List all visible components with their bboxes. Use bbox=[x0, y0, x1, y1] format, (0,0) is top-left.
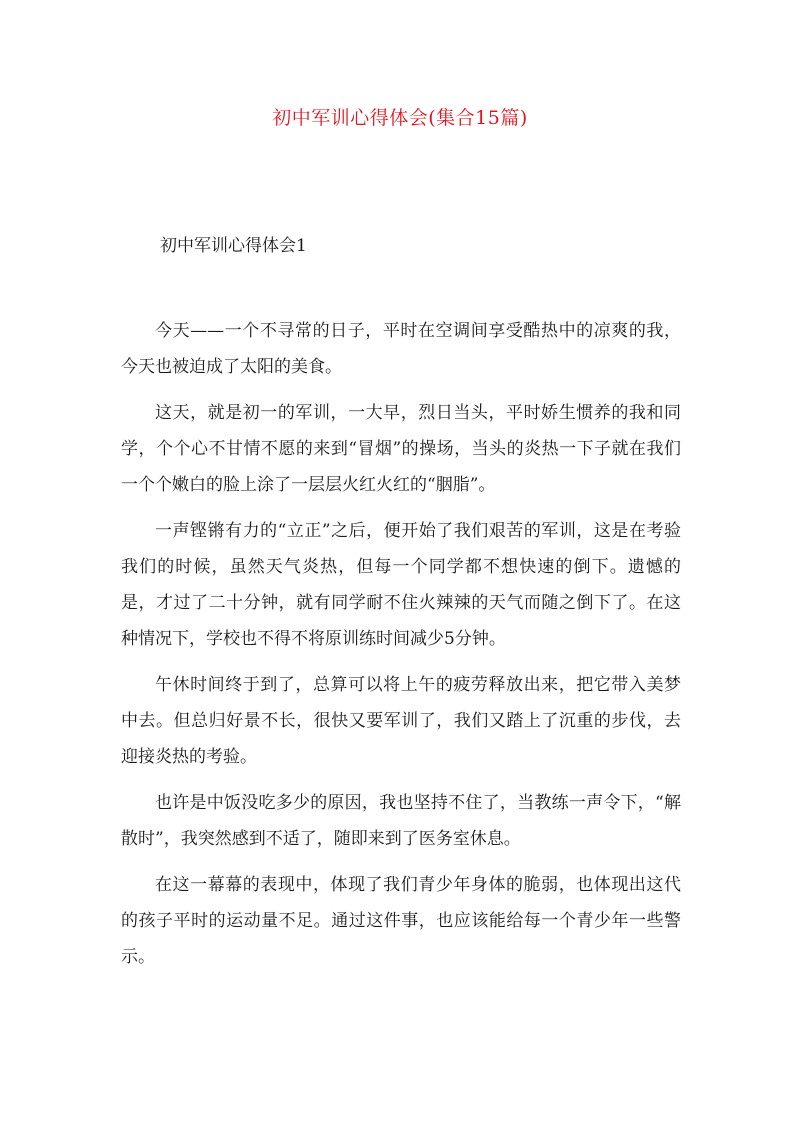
body-text bbox=[121, 313, 681, 985]
document-title: 初中军训心得体会(集合15篇) bbox=[272, 107, 528, 129]
paragraph: 一声铿锵有力的“立正”之后，便开始了我们艰苦的军训，这是在考验我们的时候，虽然天气炎热，但每一个同学都不想快速的倒下。遗憾的是，才过了二十分钟，就有同学耐不住火辣辣的天气而随之倒下了。在这种情况下，学校也不得不将原训练时间减少5分钟。 bbox=[121, 521, 681, 649]
paragraph: 这天，就是初一的军训，一大早，烈日当头，平时娇生惯养的我和同学，个个心不甘情不愿的来到“冒烟”的操场，当头的炎热一下子就在我们一个个嫩白的脸上涂了一层层火红火红的“胭脂”。 bbox=[121, 403, 681, 495]
paragraph: 也许是中饭没吃多少的原因，我也坚持不住了，当教练一声令下，“解散时”，我突然感到不适了，随即来到了医务室休息。 bbox=[121, 793, 681, 849]
paragraph: 在这一幕幕的表现中，体现了我们青少年身体的脆弱，也体现出这代的孩子平时的运动量不足。通过这件事，也应该能给每一个青少年一些警示。 bbox=[121, 875, 681, 967]
paragraph: 今天——一个不寻常的日子，平时在空调间享受酷热中的凉爽的我，今天也被迫成了太阳的美食。 bbox=[121, 321, 681, 377]
section-heading: 初中军训心得体会1 bbox=[160, 236, 307, 256]
paragraph: 午休时间终于到了，总算可以将上午的疲劳释放出来，把它带入美梦中去。但总归好景不长，很快又要军训了，我们又踏上了沉重的步伐，去迎接炎热的考验。 bbox=[121, 675, 681, 767]
